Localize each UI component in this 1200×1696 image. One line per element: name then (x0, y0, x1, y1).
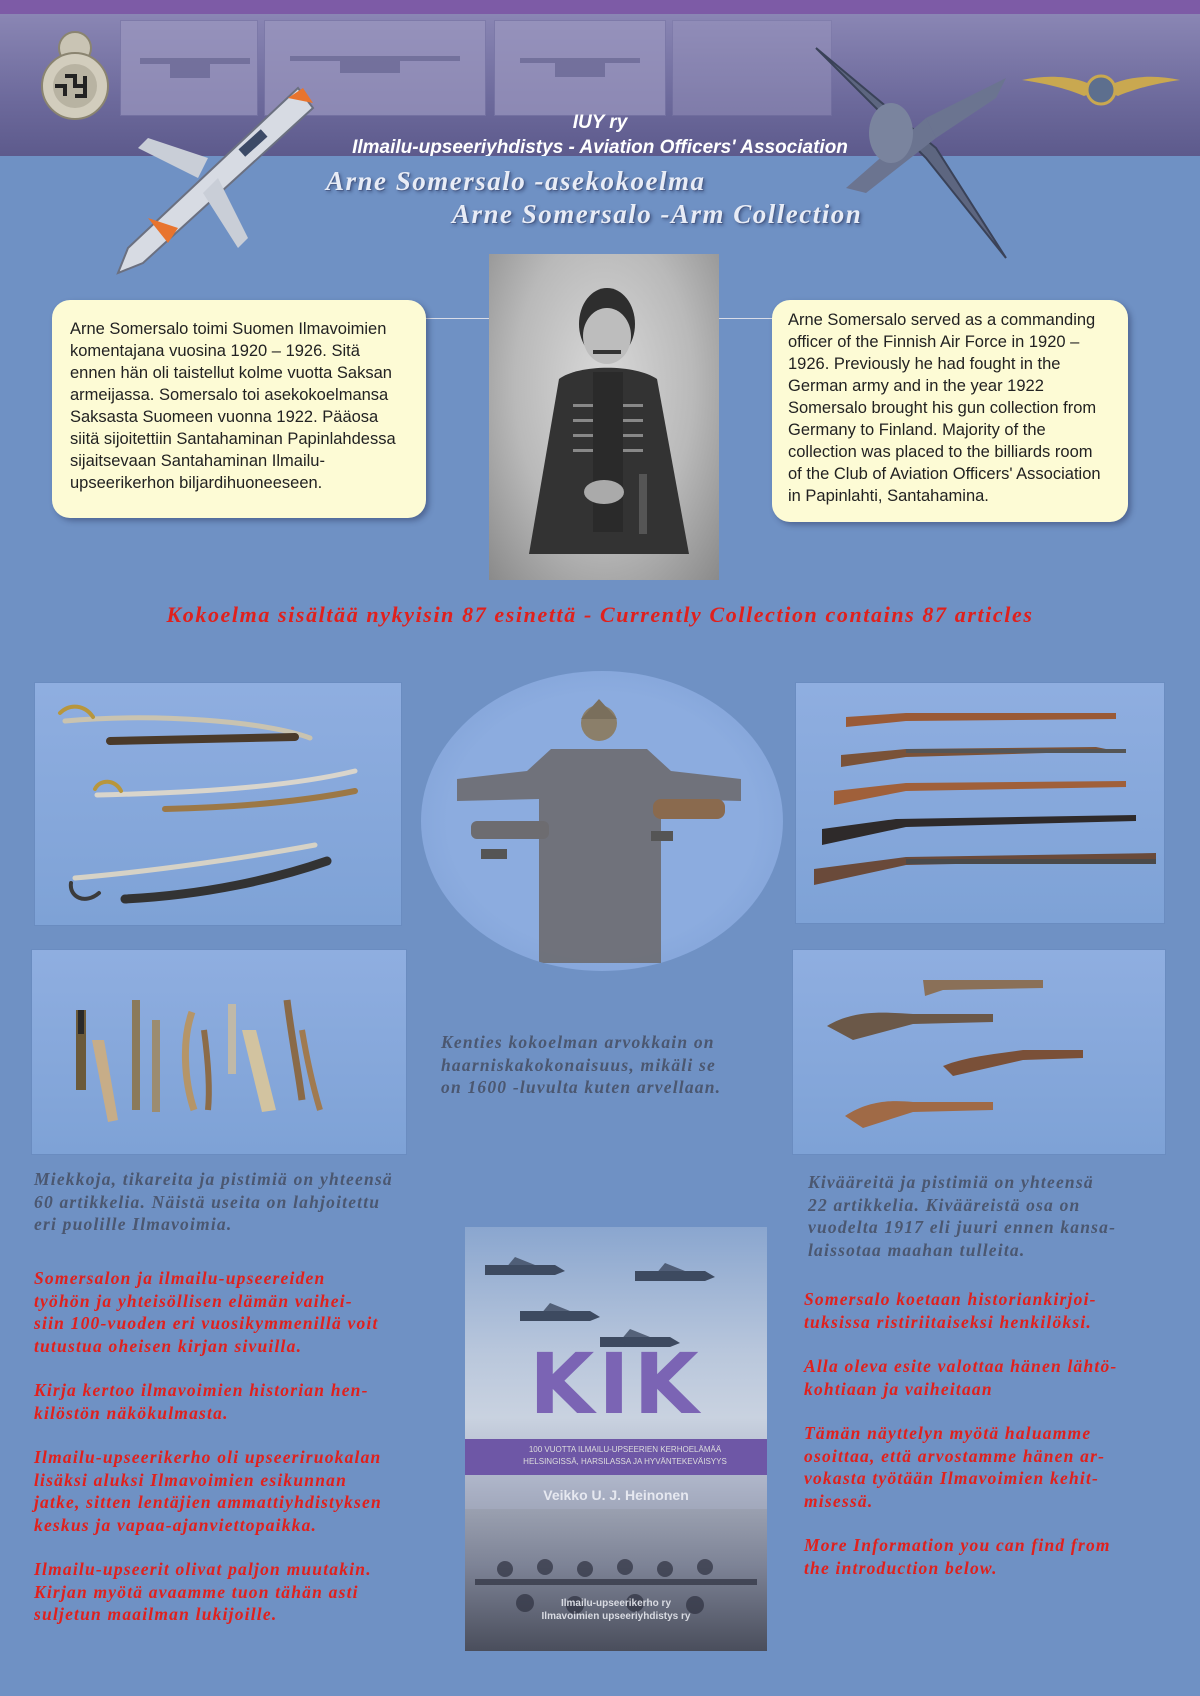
book-footer-line: Ilmavoimien upseeriyhdistys ry (541, 1611, 691, 1622)
intro-callout-english (772, 300, 1128, 522)
rifles-caption (808, 1171, 1188, 1261)
line: kohtiaan ja vaiheitaan (804, 1378, 993, 1399)
book-band-line: 100 VUOTTA ILMAILU-UPSEERIEN KERHOELÄMÄÄ (528, 1445, 722, 1454)
jet-trainer-aircraft-icon (88, 68, 328, 288)
intro-en-line: Somersalo brought his gun collection from (788, 399, 1097, 417)
line: tuksissa ristiriitaiseksi henkilöksi. (804, 1311, 1093, 1332)
swords-caption (34, 1168, 454, 1236)
intro-fi-line: upseerikerhon biljardihuoneeseen. (70, 474, 323, 492)
swords-caption-line: eri puolille Ilmavoimia. (34, 1214, 233, 1234)
fighter-jet-aircraft-icon (806, 38, 1026, 268)
connector-line-right (719, 318, 772, 319)
armor-caption-line: on 1600 -luvulta kuten arvellaan. (441, 1077, 722, 1097)
connector-line-left (426, 318, 489, 319)
book-title: KIK (529, 1335, 703, 1433)
photo-daggers-bayonets (31, 949, 407, 1155)
line: Ilmailu-upseerikerho oli upseeriruokalan (34, 1447, 382, 1467)
photo-rifles (795, 682, 1165, 924)
paragraph (804, 1422, 1184, 1512)
intro-en-line: collection was placed to the billiards room (788, 443, 1093, 461)
line: keskus ja vapaa-ajanviettopaikka. (34, 1514, 318, 1535)
paragraph (804, 1534, 1184, 1579)
line: työhön ja yhteisöllisen elämän vaihei- (34, 1290, 353, 1311)
pilot-wings-icon (1020, 66, 1182, 114)
intro-fi-line: komentajana vuosina 1920 – 1926. Sitä (70, 342, 360, 360)
line: vokasta työtään Ilmavoimien kehit- (804, 1468, 1100, 1488)
line: jatke, sitten lentäjien ammattiyhdistyksen (34, 1492, 382, 1512)
book-publisher (465, 1597, 767, 1623)
intro-fi-line: sijaitsevaan Santahaminan Ilmailu- (70, 452, 325, 470)
intro-en-line: German army and in the year 1922 (788, 377, 1044, 395)
book-band-line: HELSINGISSÄ, HARSILASSA JA HYVÄNTEKEVÄISYYS (523, 1457, 727, 1466)
intro-en-line: 1926. Previously he had fought in the (788, 355, 1061, 373)
intro-fi-line: siitä sijoitettiin Santahaminan Papinlahdessa (70, 430, 396, 448)
armor-caption (441, 1031, 793, 1099)
line: Kirja kertoo ilmavoimien historian hen- (34, 1380, 369, 1400)
rifles-caption-line: Kivääreitä ja pistimiä on yhteensä (808, 1172, 1094, 1192)
intro-en-line: Arne Somersalo served as a commanding (788, 311, 1096, 329)
intro-fi-line: ennen hän oli taistellut kolme vuotta Saksan (70, 364, 392, 382)
intro-callout-finnish (52, 300, 426, 518)
title-english: Arne Somersalo -Arm Collection (452, 199, 863, 229)
book-cover-kik (465, 1227, 767, 1651)
line: suljetun maailman lukijoille. (34, 1604, 278, 1624)
line: Tämän näyttelyn myötä haluamme (804, 1423, 1092, 1443)
line: siin 100-vuoden eri vuosikymmenillä voit (34, 1313, 379, 1333)
rifles-caption-line: laissotaa maahan tulleita. (808, 1239, 1026, 1260)
book-footer-line: Ilmailu-upseerikerho ry (560, 1598, 672, 1609)
intro-fi-line: Arne Somersalo toimi Suomen Ilmavoimien (70, 320, 387, 338)
line: the introduction below. (804, 1557, 998, 1578)
org-short-name: IUY ry (572, 112, 628, 133)
line: osoittaa, että arvostamme hänen ar- (804, 1445, 1106, 1466)
book-subtitle-band (465, 1439, 767, 1475)
paragraph (34, 1267, 464, 1357)
intro-fi-line: armeijassa. Somersalo toi asekokoelmansa (70, 386, 389, 404)
book-description-text (34, 1267, 464, 1648)
rifles-caption-line: vuodelta 1917 eli juuri ennen kansa- (808, 1217, 1117, 1237)
line: kilöstön näkökulmasta. (34, 1402, 229, 1423)
somersalo-statement-text (804, 1288, 1184, 1601)
paragraph (34, 1558, 464, 1626)
swords-caption-line: 60 artikkelia. Näistä useita on lahjoitettu (34, 1191, 381, 1212)
portrait-arne-somersalo (489, 254, 719, 580)
org-full-name: Ilmailu-upseeriyhdistys - Aviation Officers' Association (352, 137, 848, 156)
paragraph (804, 1288, 1184, 1333)
top-stripe (0, 0, 1200, 14)
armor-caption-line: Kenties kokoelman arvokkain on (441, 1032, 715, 1052)
photo-swords-sabres (34, 682, 402, 926)
intro-en-line: Germany to Finland. Majority of the (788, 421, 1046, 439)
intro-fi-line: Saksasta Suomeen vuonna 1922. Pääosa (70, 408, 379, 426)
line: lisäksi aluksi Ilmavoimien esikunnan (34, 1469, 348, 1490)
line: Ilmailu-upseerit olivat paljon muutakin. (34, 1559, 372, 1579)
collection-count-heading: Kokoelma sisältää nykyisin 87 esinettä - Currently Collection contains 87 articles (166, 602, 1034, 627)
line: Somersalo koetaan historiankirjoi- (804, 1289, 1097, 1309)
armor-caption-line: haarniskakokonaisuus, mikäli se (441, 1054, 716, 1075)
intro-en-line: of the Club of Aviation Officers' Association (788, 465, 1101, 483)
line: tutustua oheisen kirjan sivuilla. (34, 1335, 303, 1356)
line: misessä. (804, 1490, 874, 1511)
line: Somersalon ja ilmailu-upseereiden (34, 1268, 326, 1288)
line: More Information you can find from (804, 1535, 1111, 1555)
line: Alla oleva esite valottaa hänen lähtö- (804, 1356, 1118, 1376)
book-cover-hall-photo (465, 1509, 767, 1651)
intro-en-line: officer of the Finnish Air Force in 1920 – (788, 333, 1080, 351)
photo-flintlock-pistols (792, 949, 1166, 1155)
paragraph (34, 1379, 464, 1424)
title-finnish: Arne Somersalo -asekokoelma (326, 166, 706, 196)
swords-caption-line: Miekkoja, tikareita ja pistimiä on yhteensä (34, 1169, 393, 1189)
intro-en-line: in Papinlahti, Santahamina. (788, 487, 989, 505)
photo-chainmail-armor (421, 671, 783, 971)
paragraph (804, 1355, 1184, 1400)
book-author: Veikko U. J. Heinonen (543, 1487, 689, 1503)
paragraph (34, 1446, 464, 1536)
rifles-caption-line: 22 artikkelia. Kivääreistä osa on (808, 1194, 1081, 1215)
line: Kirjan myötä avaamme tuon tähän asti (34, 1581, 359, 1602)
